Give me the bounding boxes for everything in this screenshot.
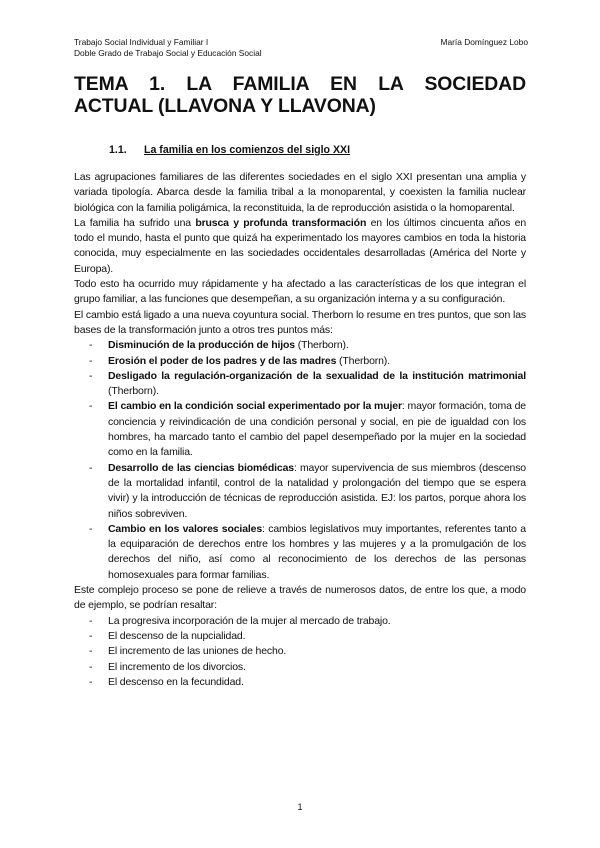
list-item-text: (Therborn). (336, 354, 390, 367)
list-item-text: El descenso de la nupcialidad. (108, 629, 246, 642)
list-item-text: La progresiva incorporación de la mujer al mercado de trabajo. (108, 614, 391, 627)
list-item-bold: Disminución de la producción de hijos (108, 339, 295, 352)
list-item (74, 675, 526, 690)
list-item (74, 369, 526, 400)
list-item-text: (Therborn). (108, 385, 159, 398)
list-item-text: El descenso en la fecundidad. (108, 675, 244, 688)
bullet-dash: - (89, 339, 93, 352)
header-left (74, 37, 262, 59)
bullet-dash: - (89, 400, 93, 413)
list-item-text: El incremento de las uniones de hecho. (108, 645, 287, 658)
list-item-text: (Therborn). (294, 339, 349, 352)
list-item-text: : cambios legislativos muy importantes, referentes tanto a la equiparación de derechos entre los hombres y las mujeres y a la promulgación de los derechos del niño, así como al reconocimiento de los derechos de las personas homosexuales para formar familias. (108, 522, 526, 581)
paragraph-2 (74, 216, 526, 277)
paragraph-5: Este complejo proceso se pone de relieve a través de numerosos datos, de entre los que, a modo de ejemplo, se podrían resaltar: (74, 584, 526, 612)
list-item-text: : mayor formación, toma de conciencia y reivindicación de una condición personal y social, en pie de igualdad con los hombres, ha marcado tanto el cambio del papel desempeñado por la mujer en la sociedad como en la familia. (108, 400, 527, 459)
bullet-dash: - (89, 354, 93, 367)
list-item (74, 338, 526, 353)
page-title (74, 73, 526, 117)
paragraph-3: Todo esto ha ocurrido muy rápidamente y ha afectado a las características de los que integran el grupo familiar, a las funciones que desempeñan, a su organización interna y a su configuración. (74, 278, 526, 306)
list-item (74, 461, 526, 522)
section-heading (109, 144, 350, 156)
bullet-dash: - (89, 369, 93, 382)
paragraph-2-start: La familia ha sufrido una (74, 216, 196, 229)
list-item-bold: Desarrollo de las ciencias biomédicas (108, 461, 294, 474)
header-author: María Domínguez Lobo (440, 37, 528, 47)
bullet-dash: - (89, 522, 93, 535)
list-item (74, 644, 526, 659)
list-item (74, 660, 526, 675)
data-points-list (74, 614, 526, 690)
changes-list (74, 338, 526, 583)
document-body (74, 170, 526, 690)
page-number: 1 (297, 802, 303, 812)
list-item (74, 354, 526, 369)
list-item-bold: Cambio en los valores sociales (108, 522, 263, 535)
list-item (74, 614, 526, 629)
bullet-dash: - (89, 660, 93, 673)
list-item-bold: Desligado la regulación-organización de la sexualidad de la institución matrimonial (108, 369, 526, 382)
title-line-1: TEMA 1. LA FAMILIA EN LA SOCIEDAD (74, 73, 526, 95)
paragraph-1: Las agrupaciones familiares de las diferentes sociedades en el siglo XXI presentan una amplia y variada tipología. Abarca desde la familia tribal a la monoparental, y coexisten la familia nuclear biológica con la familia poligámica, la reconstituida, la de reproducción asistida o la homoparental. (74, 171, 526, 214)
header-degree: Doble Grado de Trabajo Social y Educación Social (74, 48, 262, 58)
bullet-dash: - (89, 675, 93, 688)
bullet-dash: - (89, 645, 93, 658)
bullet-dash: - (89, 461, 93, 474)
paragraph-2-end: en los últimos cincuenta años en todo el mundo, hasta el punto que quizá ha experimentado los mayores cambios en toda la historia conocida, muy especialmente en las sociedades occidentales desarrolladas (América del Norte y Europa). (74, 216, 527, 275)
list-item (74, 399, 526, 460)
header-course: Trabajo Social Individual y Familiar I (74, 37, 209, 47)
paragraph-2-bold: brusca y profunda transformación (195, 216, 367, 229)
list-item-bold: Erosión el poder de los padres y de las madres (108, 354, 337, 367)
section-number: 1.1. (109, 144, 127, 156)
list-item (74, 629, 526, 644)
list-item-bold: El cambio en la condición social experimentado por la mujer (108, 400, 402, 413)
section-title: La familia en los comienzos del siglo XXI (144, 144, 351, 156)
list-item (74, 522, 526, 583)
list-item-text: El incremento de los divorcios. (108, 660, 246, 673)
paragraph-4: El cambio está ligado a una nueva coyuntura social. Therborn lo resume en tres puntos, que son las bases de la transformación junto a otros tres puntos más: (74, 308, 526, 336)
title-line-2: ACTUAL (LLAVONA Y LLAVONA) (74, 95, 376, 117)
list-item-text: : mayor supervivencia de sus miembros (descenso de la mortalidad infantil, control de la natalidad y prolongación del tiempo que se espera vivir) y la introducción de técnicas de reproducción asistida. EJ: los partos, porque ahora los niños sobreviven. (108, 461, 526, 520)
bullet-dash: - (89, 614, 93, 627)
bullet-dash: - (89, 629, 93, 642)
